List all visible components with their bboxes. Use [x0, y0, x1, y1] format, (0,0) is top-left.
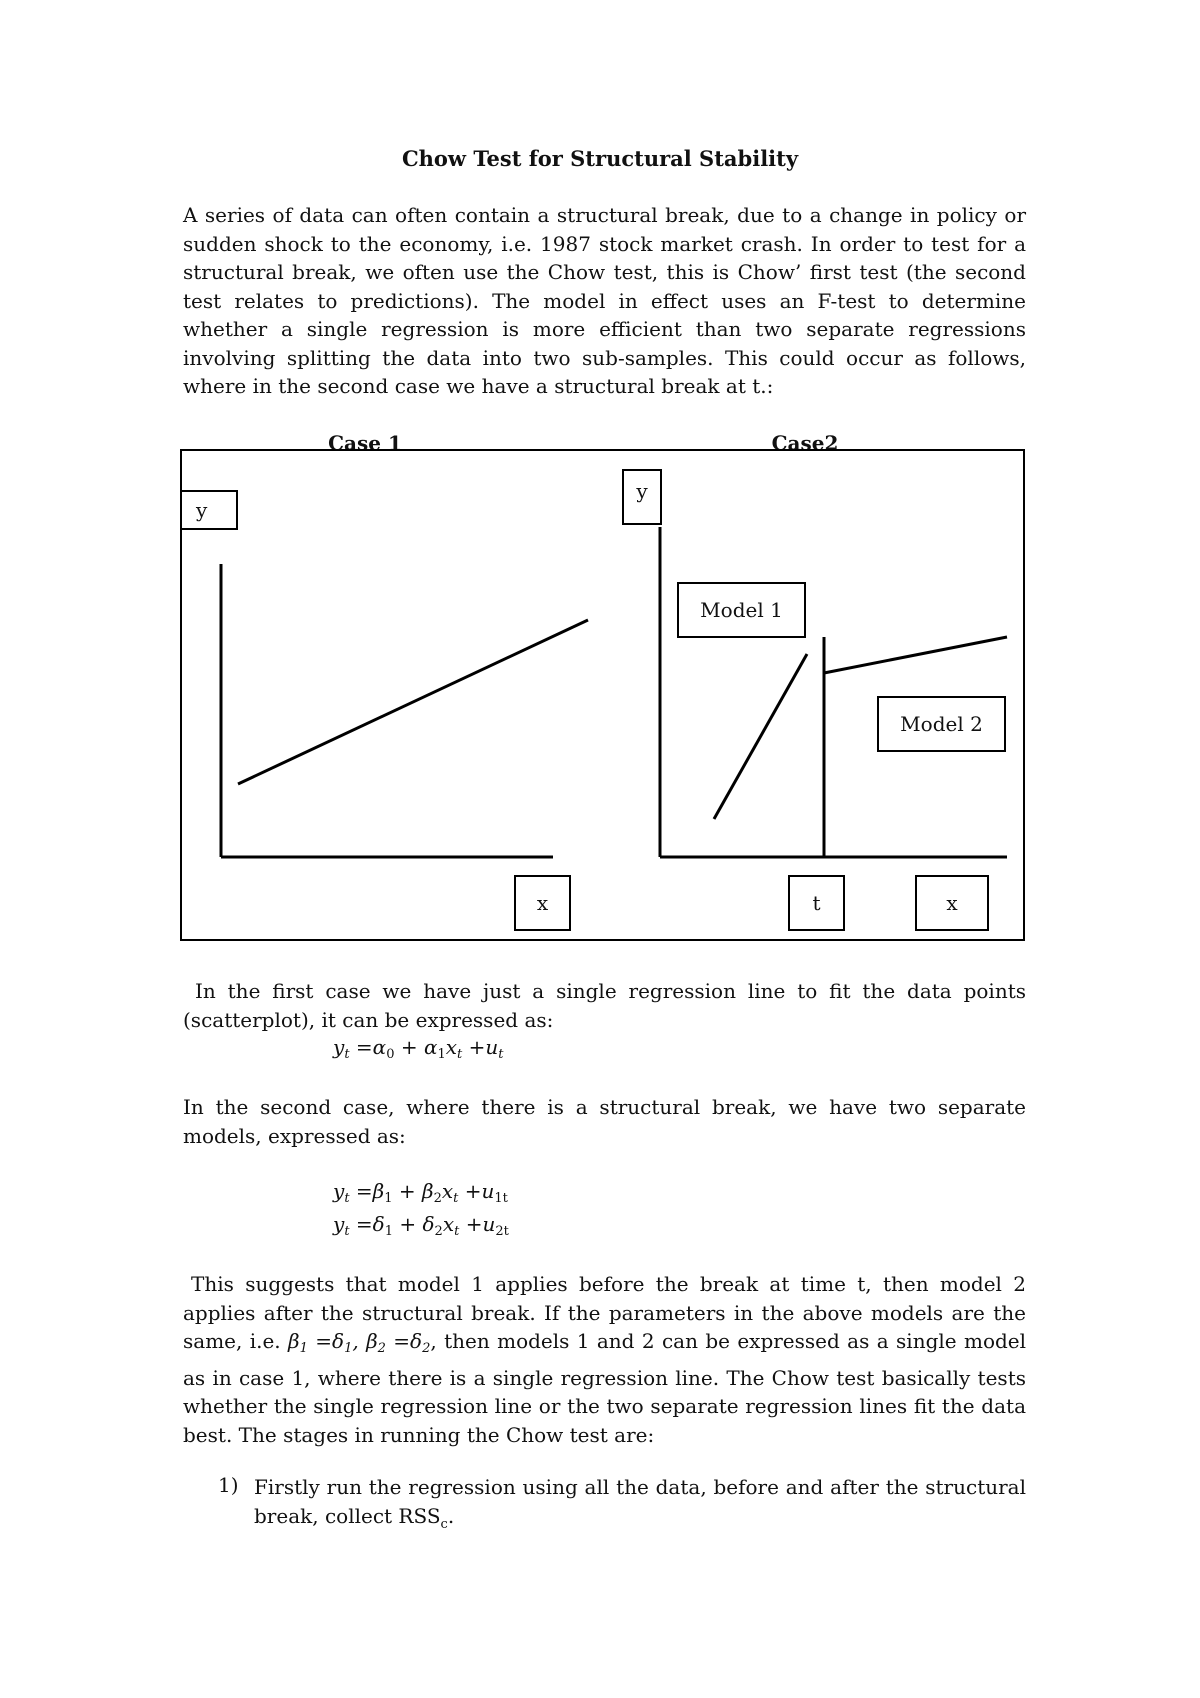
parameter-equality: $\beta_1 =\delta_1$, $\beta_2 =\delta_2$ — [288, 1329, 431, 1356]
break-t-label: t — [788, 875, 845, 931]
page-title: Chow Test for Structural Stability — [401, 146, 799, 171]
case2-x-label: x — [915, 875, 989, 931]
case2-y-label: y — [622, 469, 662, 525]
case1-equation: $y_t =\alpha_0 + \alpha_1x_t +u_t$ — [333, 1035, 504, 1062]
suggests-paragraph — [183, 1270, 1026, 1449]
model1-equation: $y_t =\beta_1 + \beta_2x_t +u_{1t}$ — [333, 1179, 508, 1206]
step-1-end: . — [447, 1503, 455, 1528]
case1-label: Case 1 — [328, 431, 402, 455]
model2-regression-line — [824, 637, 1007, 673]
model1-label: Model 1 — [677, 582, 806, 638]
case1-regression-line — [238, 620, 588, 784]
model2-label: Model 2 — [877, 696, 1006, 752]
model1-regression-line — [714, 654, 807, 819]
step-1-text — [254, 1473, 1026, 1539]
case1-x-label: x — [514, 875, 571, 931]
case2-label: Case2 — [771, 431, 839, 455]
first-case-paragraph: In the first case we have just a single regression line to fit the data points (scatterplot), it can be expressed as: — [183, 979, 1026, 1032]
suggests-text-a: This suggests that model 1 applies before the break at time t, then model 2 applies after the structural break. If the parameters in the above models are the same, i.e. — [183, 1272, 1026, 1353]
step-1-subscript: c — [440, 1516, 448, 1532]
second-case-paragraph: In the second case, where there is a structural break, we have two separate models, expressed as: — [183, 1095, 1026, 1148]
step-1-body: Firstly run the regression using all the data, before and after the structural break, collect RSS — [254, 1475, 1026, 1528]
intro-paragraph: A series of data can often contain a structural break, due to a change in policy or sudden shock to the economy, i.e. 1987 stock market crash. In order to test for a structural break, we often use the Chow test, this is Chow’ first test (the second test relates to predictions). The model in effect uses an F-test to determine whether a single regression is more efficient than two separate regressions involving splitting the data into two sub-samples. This could occur as follows, where in the second case we have a structural break at t.: — [183, 203, 1026, 398]
model2-equation: $y_t =\delta_1 + \delta_2x_t +u_{2t}$ — [333, 1212, 509, 1239]
case-diagram — [180, 449, 1025, 941]
step-1-number: 1) — [218, 1473, 239, 1497]
case1-y-label: y — [180, 490, 238, 530]
suggests-text-b: , then models 1 and 2 can be expressed as a single model as in case 1, where there is a single regression line. The Chow test basically tests whether the single regression line or the two separate regression lines fit the data best. The stages in running the Chow test are: — [183, 1329, 1027, 1447]
